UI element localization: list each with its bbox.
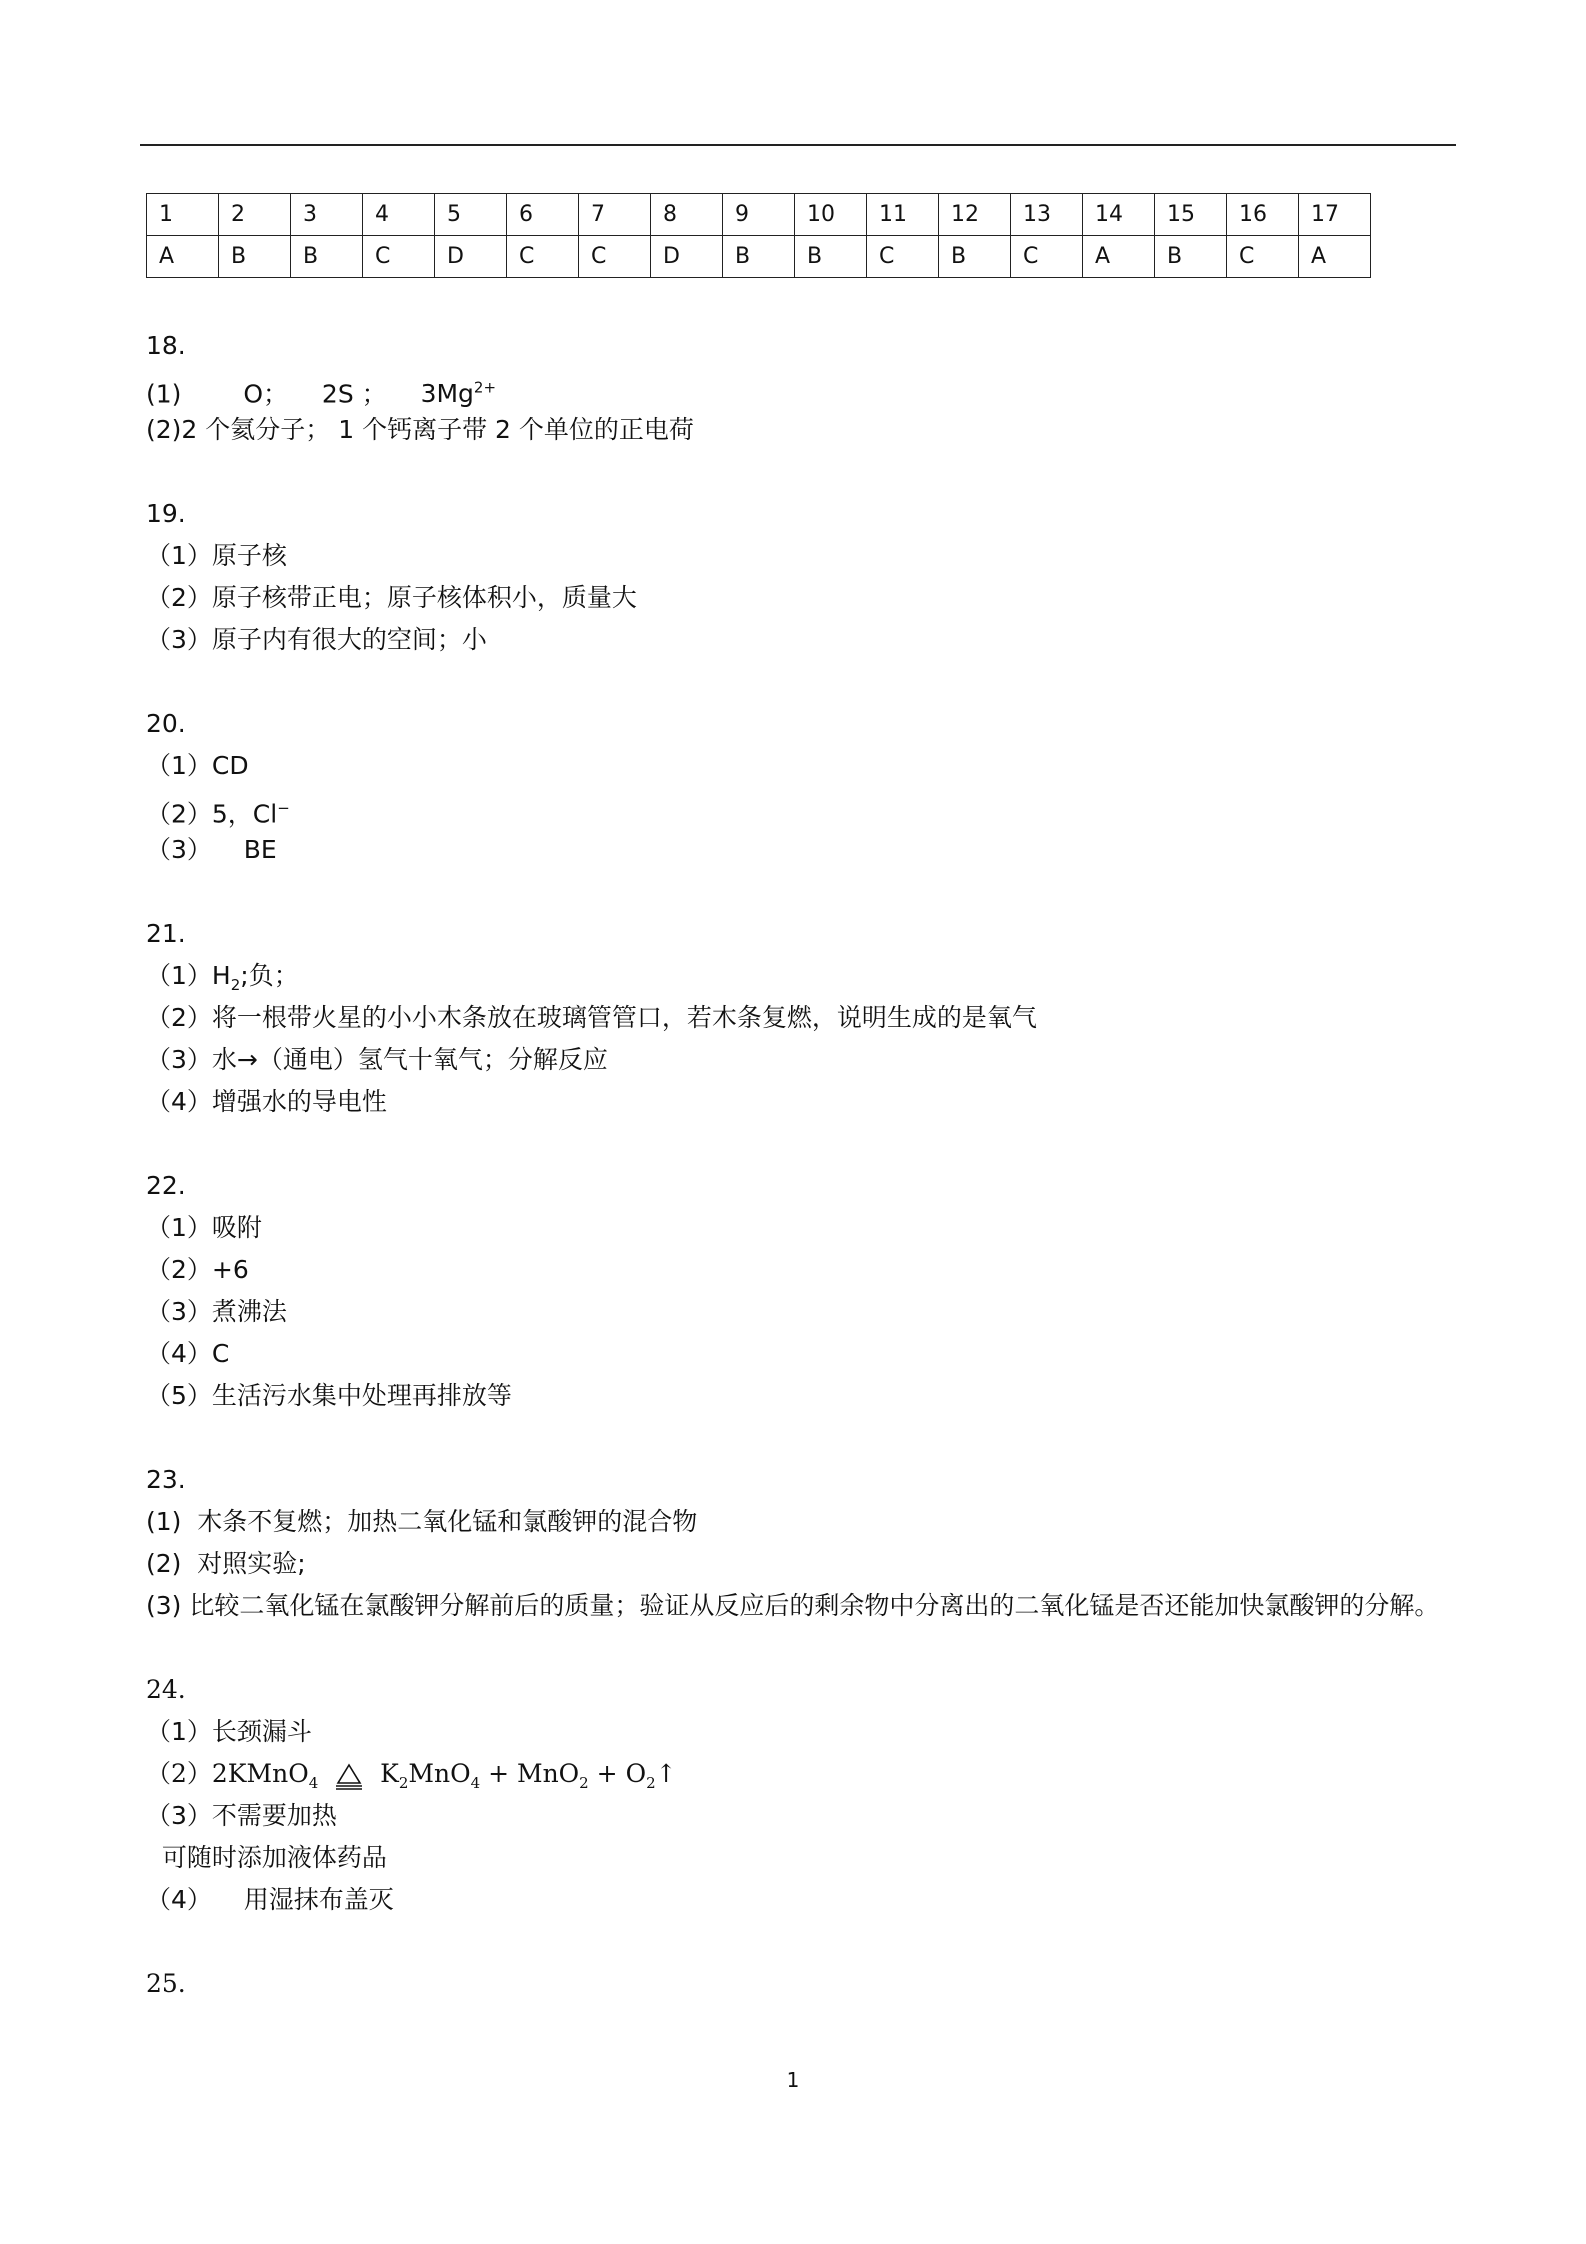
answer-table-number-cell: 7 <box>579 194 651 236</box>
q22-part2: （2）+6 <box>146 1255 249 1284</box>
q21-part4: （4）增强水的导电性 <box>146 1087 387 1116</box>
q22-part5: （5）生活污水集中处理再排放等 <box>146 1381 512 1410</box>
answer-table-number-cell: 14 <box>1083 194 1155 236</box>
answer-table-answer-cell: B <box>1155 236 1227 278</box>
q20-part1: （1）CD <box>146 751 249 780</box>
answer-content <box>146 325 1466 2005</box>
answer-table-number-row <box>147 194 1371 236</box>
q19-part2: （2）原子核带正电；原子核体积小，质量大 <box>146 583 637 612</box>
q18-heading: 18. <box>146 331 186 360</box>
answer-table-answer-cell: B <box>723 236 795 278</box>
q23-heading: 23. <box>146 1465 186 1494</box>
q22-part1: （1）吸附 <box>146 1213 262 1242</box>
q24-part1: （1）长颈漏斗 <box>146 1717 312 1746</box>
answer-table-number-cell: 4 <box>363 194 435 236</box>
answer-table-number-cell: 9 <box>723 194 795 236</box>
answer-table-answer-cell: A <box>1299 236 1371 278</box>
answer-table-answer-cell: D <box>435 236 507 278</box>
answer-table-number-cell: 13 <box>1011 194 1083 236</box>
answer-table-number-cell: 10 <box>795 194 867 236</box>
answer-table-answer-cell: B <box>219 236 291 278</box>
q21-heading: 21. <box>146 919 186 948</box>
q21-part2: （2）将一根带火星的小小木条放在玻璃管管口，若木条复燃，说明生成的是氧气 <box>146 1003 1037 1032</box>
q23-part2: (2) 对照实验; <box>146 1549 306 1578</box>
answer-table-number-cell: 3 <box>291 194 363 236</box>
answer-table-number-cell: 17 <box>1299 194 1371 236</box>
q22-part3: （3）煮沸法 <box>146 1297 287 1326</box>
answer-table-answer-cell: A <box>1083 236 1155 278</box>
answer-table-number-cell: 16 <box>1227 194 1299 236</box>
answer-table-answer-cell: D <box>651 236 723 278</box>
answer-table <box>146 193 1371 278</box>
q18-part1-b: 2S ； <box>321 379 387 409</box>
page-number: 1 <box>786 2068 800 2092</box>
answer-table-answer-cell: A <box>147 236 219 278</box>
q23-part3: (3) 比较二氧化锰在氯酸钾分解前后的质量；验证从反应后的剩余物中分离出的二氧化锰是否还能加快氯酸钾的分解。 <box>146 1591 1440 1620</box>
answer-table-answer-cell: B <box>291 236 363 278</box>
answer-table-number-cell: 8 <box>651 194 723 236</box>
answer-table-number-cell: 6 <box>507 194 579 236</box>
q24-part3: （3）不需要加热 <box>146 1801 337 1830</box>
q21-part3: （3）水→（通电）氢气十氧气；分解反应 <box>146 1045 608 1074</box>
q24-equation: （2）2KMnO$_4$ $K_2MnO_4 + MnO_2$ + $O_2↑$ <box>146 1759 677 1792</box>
answer-table-answer-cell: C <box>1011 236 1083 278</box>
header-rule <box>140 144 1456 146</box>
q18-part1 <box>146 367 1466 409</box>
q19-heading: 19. <box>146 499 186 528</box>
q20-heading: 20. <box>146 709 186 738</box>
q18-part1-c: $3Mg^{2+}$ <box>420 379 497 409</box>
answer-table-answer-cell: B <box>939 236 1011 278</box>
answer-table-number-cell: 11 <box>867 194 939 236</box>
answer-table-answer-cell: B <box>795 236 867 278</box>
answer-table-answer-row <box>147 236 1371 278</box>
answer-table-answer-cell: C <box>867 236 939 278</box>
q22-part4: （4）C <box>146 1339 230 1368</box>
answer-table-answer-cell: C <box>507 236 579 278</box>
answer-table-number-cell: 2 <box>219 194 291 236</box>
q19-part1: （1）原子核 <box>146 541 287 570</box>
answer-table-answer-cell: C <box>579 236 651 278</box>
heat-condition-icon <box>334 1761 364 1791</box>
answer-table-number-cell: 12 <box>939 194 1011 236</box>
q22-heading: 22. <box>146 1171 186 1200</box>
answer-table-number-cell: 1 <box>147 194 219 236</box>
q18-part1-a: O； <box>243 379 289 409</box>
q23-part1: (1) 木条不复燃；加热二氧化锰和氯酸钾的混合物 <box>146 1507 698 1536</box>
answer-table-answer-cell: C <box>363 236 435 278</box>
q20-part3: （3） BE <box>146 835 277 864</box>
q18-part1-label: (1) <box>146 379 182 409</box>
q24-heading: 24. <box>146 1675 186 1704</box>
answer-table-answer-cell: C <box>1227 236 1299 278</box>
answer-table-number-cell: 15 <box>1155 194 1227 236</box>
gas-arrow-icon: ↑ <box>655 1759 677 1788</box>
q25-heading: 25. <box>146 1969 186 1998</box>
q19-part3: （3）原子内有很大的空间；小 <box>146 625 487 654</box>
q21-part1: $(1)H_2$;负； <box>146 961 299 994</box>
q24-part3-cont: 可随时添加液体药品 <box>146 1843 387 1872</box>
q18-part2: (2)2 个氦分子； 1 个钙离子带 2 个单位的正电荷 <box>146 415 694 444</box>
answer-table-number-cell: 5 <box>435 194 507 236</box>
q20-part2: （2）5，Cl− <box>146 799 290 829</box>
q24-part4: （4） 用湿抹布盖灭 <box>146 1885 394 1914</box>
